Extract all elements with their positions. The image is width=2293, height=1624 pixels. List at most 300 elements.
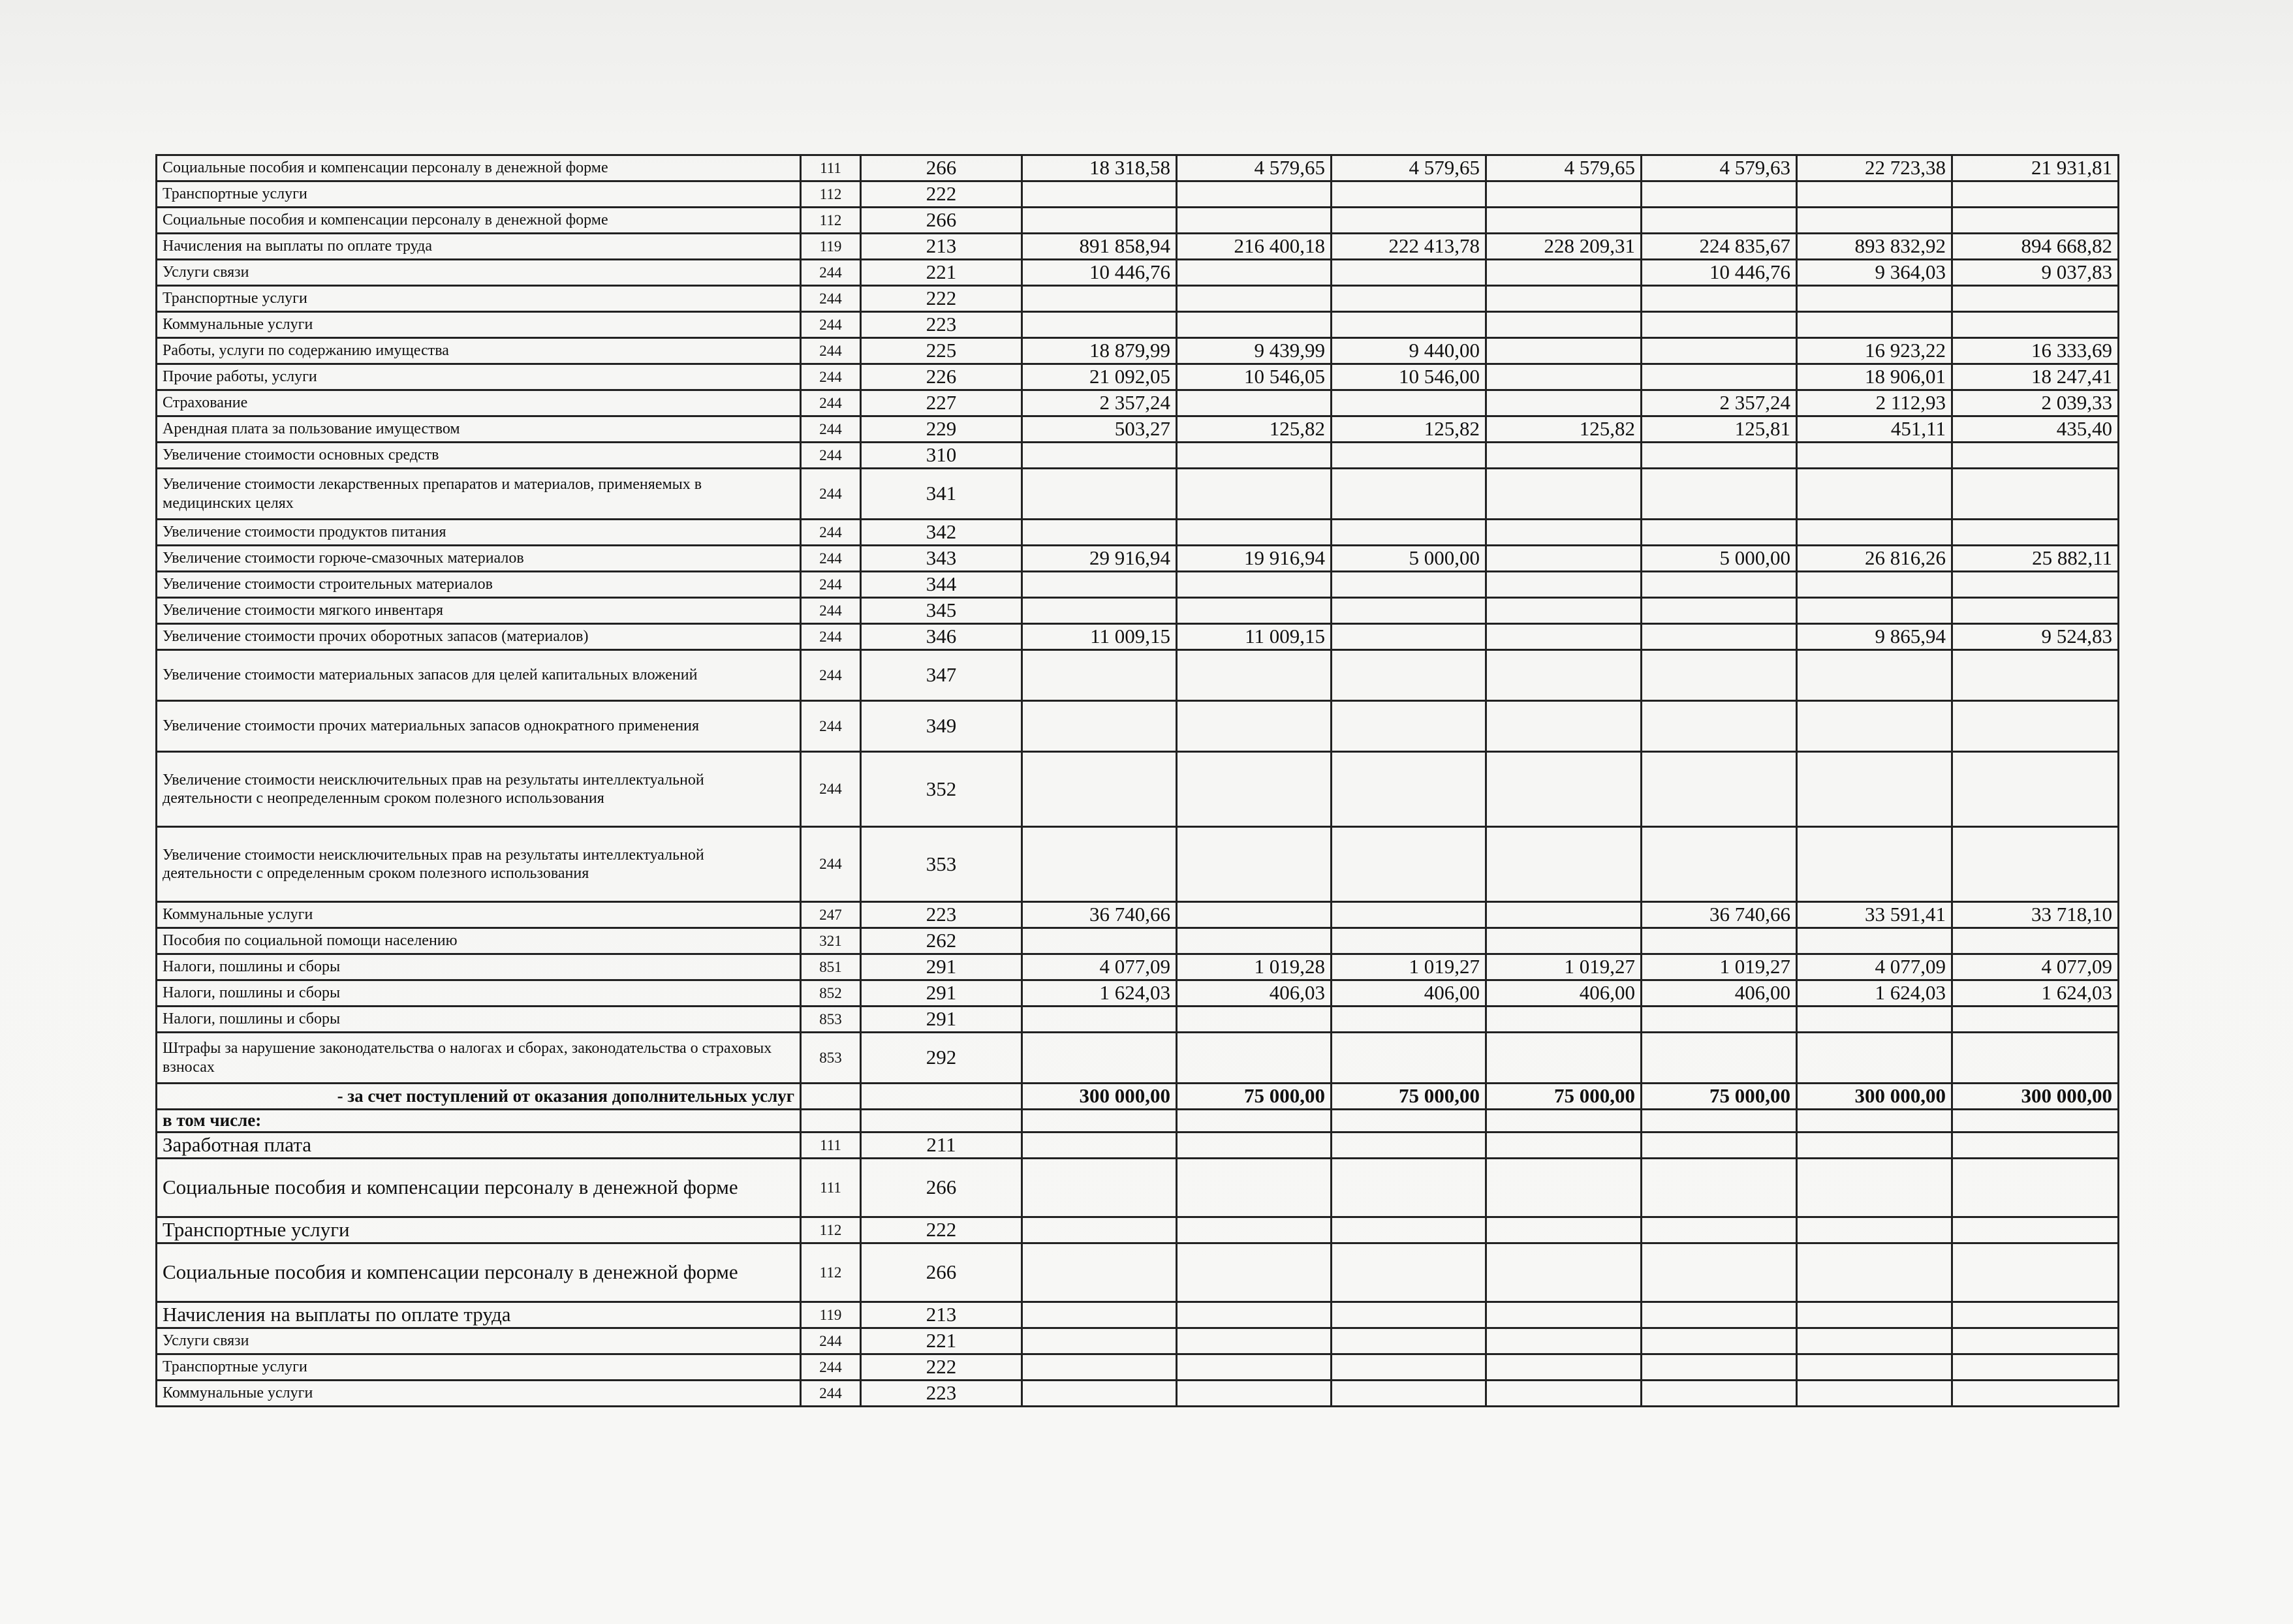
amount-cell	[1486, 181, 1642, 208]
amount-cell	[1332, 1132, 1486, 1159]
amount-cell	[1022, 650, 1177, 701]
row-name: Работы, услуги по содержанию имущества	[157, 338, 801, 364]
table-row	[157, 1159, 2119, 1217]
amount-cell	[1332, 1328, 1486, 1354]
amount-cell: 2 357,24	[1642, 390, 1797, 416]
amount-cell	[1952, 827, 2119, 902]
table-row	[157, 1007, 2119, 1033]
amount-cell: 29 916,94	[1022, 546, 1177, 572]
kvr-code: 247	[801, 902, 861, 928]
amount-cell	[1022, 1159, 1177, 1217]
amount-cell	[1642, 364, 1797, 390]
kosgu-code: 222	[861, 286, 1022, 312]
amount-cell	[1177, 1328, 1332, 1354]
amount-cell: 36 740,66	[1022, 902, 1177, 928]
amount-cell	[1332, 520, 1486, 546]
amount-cell	[1486, 1217, 1642, 1243]
amount-cell	[1486, 208, 1642, 234]
kosgu-code: 222	[861, 181, 1022, 208]
kosgu-code: 266	[861, 208, 1022, 234]
kosgu-code: 342	[861, 520, 1022, 546]
amount-cell	[1022, 598, 1177, 624]
amount-cell	[1177, 1132, 1332, 1159]
kosgu-code: 213	[861, 234, 1022, 260]
amount-cell: 75 000,00	[1486, 1084, 1642, 1110]
row-name: Увеличение стоимости прочих материальных запасов однократного применения	[157, 701, 801, 752]
amount-cell: 9 865,94	[1797, 624, 1952, 650]
amount-cell: 4 077,09	[1797, 954, 1952, 980]
row-name: Пособия по социальной помощи населению	[157, 928, 801, 954]
row-name: Коммунальные услуги	[157, 902, 801, 928]
kosgu-code	[861, 1110, 1022, 1132]
amount-cell	[1642, 1217, 1797, 1243]
table-row	[157, 338, 2119, 364]
amount-cell	[1952, 1007, 2119, 1033]
amount-cell: 10 446,76	[1022, 260, 1177, 286]
kvr-code: 852	[801, 980, 861, 1007]
kvr-code: 244	[801, 650, 861, 701]
kosgu-code: 352	[861, 752, 1022, 827]
table-row	[157, 520, 2119, 546]
amount-cell	[1952, 1381, 2119, 1407]
table-row	[157, 1354, 2119, 1381]
amount-cell	[1797, 181, 1952, 208]
amount-cell: 2 357,24	[1022, 390, 1177, 416]
amount-cell	[1797, 286, 1952, 312]
amount-cell	[1952, 286, 2119, 312]
kvr-code: 244	[801, 752, 861, 827]
kosgu-code: 266	[861, 155, 1022, 181]
amount-cell	[1952, 752, 2119, 827]
amount-cell	[1022, 443, 1177, 469]
amount-cell	[1022, 752, 1177, 827]
row-name: Заработная плата	[157, 1132, 801, 1159]
amount-cell: 26 816,26	[1797, 546, 1952, 572]
amount-cell: 11 009,15	[1177, 624, 1332, 650]
table-row	[157, 390, 2119, 416]
row-name: Социальные пособия и компенсации персоналу в денежной форме	[157, 1159, 801, 1217]
amount-cell	[1177, 1302, 1332, 1328]
kosgu-code: 291	[861, 954, 1022, 980]
kosgu-code: 291	[861, 980, 1022, 1007]
row-name: Услуги связи	[157, 1328, 801, 1354]
amount-cell	[1177, 598, 1332, 624]
amount-cell	[1332, 902, 1486, 928]
row-name: Транспортные услуги	[157, 181, 801, 208]
amount-cell	[1952, 469, 2119, 520]
amount-cell	[1486, 1328, 1642, 1354]
table-row	[157, 312, 2119, 338]
amount-cell: 503,27	[1022, 416, 1177, 443]
amount-cell	[1177, 312, 1332, 338]
amount-cell	[1332, 181, 1486, 208]
amount-cell	[1177, 260, 1332, 286]
amount-cell: 1 019,27	[1642, 954, 1797, 980]
amount-cell	[1332, 443, 1486, 469]
amount-cell	[1332, 1110, 1486, 1132]
amount-cell	[1486, 546, 1642, 572]
amount-cell	[1486, 520, 1642, 546]
amount-cell	[1177, 572, 1332, 598]
amount-cell	[1177, 1243, 1332, 1302]
amount-cell	[1642, 1328, 1797, 1354]
amount-cell: 18 906,01	[1797, 364, 1952, 390]
amount-cell	[1952, 208, 2119, 234]
amount-cell	[1332, 260, 1486, 286]
table-row	[157, 1033, 2119, 1084]
amount-cell	[1177, 902, 1332, 928]
amount-cell: 4 579,63	[1642, 155, 1797, 181]
amount-cell	[1022, 286, 1177, 312]
kosgu-code: 211	[861, 1132, 1022, 1159]
amount-cell	[1177, 181, 1332, 208]
amount-cell	[1642, 572, 1797, 598]
amount-cell: 4 579,65	[1177, 155, 1332, 181]
amount-cell	[1642, 1381, 1797, 1407]
row-name: Транспортные услуги	[157, 286, 801, 312]
kosgu-code: 222	[861, 1217, 1022, 1243]
kvr-code: 244	[801, 624, 861, 650]
kvr-code: 111	[801, 155, 861, 181]
row-name: Увеличение стоимости неисключительных прав на результаты интеллектуальной деятельности с определенным сроком полезного использования	[157, 827, 801, 902]
kosgu-code: 266	[861, 1243, 1022, 1302]
amount-cell	[1332, 1007, 1486, 1033]
amount-cell	[1642, 208, 1797, 234]
amount-cell	[1486, 1110, 1642, 1132]
amount-cell: 1 019,27	[1332, 954, 1486, 980]
amount-cell	[1486, 286, 1642, 312]
kosgu-code: 221	[861, 260, 1022, 286]
amount-cell: 5 000,00	[1642, 546, 1797, 572]
kvr-code: 119	[801, 234, 861, 260]
amount-cell	[1797, 1302, 1952, 1328]
amount-cell: 4 077,09	[1952, 954, 2119, 980]
table-row	[157, 443, 2119, 469]
kosgu-code: 227	[861, 390, 1022, 416]
amount-cell	[1952, 1159, 2119, 1217]
kosgu-code: 353	[861, 827, 1022, 902]
amount-cell	[1797, 928, 1952, 954]
table-row	[157, 1328, 2119, 1354]
amount-cell	[1022, 1328, 1177, 1354]
kvr-code: 112	[801, 1217, 861, 1243]
amount-cell	[1177, 208, 1332, 234]
amount-cell	[1022, 827, 1177, 902]
row-name: Увеличение стоимости основных средств	[157, 443, 801, 469]
kvr-code: 112	[801, 181, 861, 208]
kvr-code: 244	[801, 598, 861, 624]
table-row	[157, 364, 2119, 390]
amount-cell	[1642, 1302, 1797, 1328]
amount-cell	[1486, 827, 1642, 902]
amount-cell	[1486, 1243, 1642, 1302]
amount-cell	[1642, 650, 1797, 701]
table-row	[157, 650, 2119, 701]
amount-cell: 33 591,41	[1797, 902, 1952, 928]
kvr-code: 244	[801, 1328, 861, 1354]
amount-cell	[1332, 598, 1486, 624]
amount-cell	[1022, 208, 1177, 234]
amount-cell	[1177, 701, 1332, 752]
table-row	[157, 701, 2119, 752]
amount-cell	[1486, 469, 1642, 520]
amount-cell	[1952, 1217, 2119, 1243]
amount-cell: 406,03	[1177, 980, 1332, 1007]
amount-cell	[1952, 1328, 2119, 1354]
amount-cell	[1642, 1132, 1797, 1159]
kvr-code: 244	[801, 390, 861, 416]
amount-cell: 9 439,99	[1177, 338, 1332, 364]
amount-cell: 125,81	[1642, 416, 1797, 443]
table-row	[157, 598, 2119, 624]
amount-cell: 75 000,00	[1642, 1084, 1797, 1110]
amount-cell	[1642, 1007, 1797, 1033]
amount-cell	[1177, 1110, 1332, 1132]
row-name: Штрафы за нарушение законодательства о налогах и сборах, законодательства о страховых взносах	[157, 1033, 801, 1084]
row-name: Увеличение стоимости материальных запасов для целей капитальных вложений	[157, 650, 801, 701]
amount-cell	[1642, 624, 1797, 650]
kvr-code: 321	[801, 928, 861, 954]
table-row	[157, 1302, 2119, 1328]
row-name: Транспортные услуги	[157, 1217, 801, 1243]
amount-cell: 75 000,00	[1177, 1084, 1332, 1110]
amount-cell: 2 039,33	[1952, 390, 2119, 416]
amount-cell	[1022, 701, 1177, 752]
amount-cell	[1797, 752, 1952, 827]
table-row	[157, 155, 2119, 181]
table-row	[157, 954, 2119, 980]
row-name: Услуги связи	[157, 260, 801, 286]
row-name: Арендная плата за пользование имуществом	[157, 416, 801, 443]
amount-cell	[1332, 928, 1486, 954]
row-name: - за счет поступлений от оказания дополнительных услуг	[157, 1084, 801, 1110]
amount-cell	[1022, 572, 1177, 598]
kvr-code: 111	[801, 1159, 861, 1217]
amount-cell	[1022, 1217, 1177, 1243]
amount-cell	[1952, 650, 2119, 701]
kvr-code: 244	[801, 286, 861, 312]
kosgu-code: 223	[861, 312, 1022, 338]
row-name: Налоги, пошлины и сборы	[157, 1007, 801, 1033]
table-row	[157, 902, 2119, 928]
amount-cell	[1797, 701, 1952, 752]
amount-cell	[1952, 181, 2119, 208]
table-row	[157, 1084, 2119, 1110]
amount-cell	[1486, 928, 1642, 954]
amount-cell	[1642, 469, 1797, 520]
amount-cell: 10 546,00	[1332, 364, 1486, 390]
amount-cell	[1486, 1033, 1642, 1084]
amount-cell	[1177, 1217, 1332, 1243]
table-row	[157, 1132, 2119, 1159]
amount-cell	[1486, 312, 1642, 338]
amount-cell	[1797, 443, 1952, 469]
amount-cell	[1486, 624, 1642, 650]
amount-cell	[1177, 928, 1332, 954]
kosgu-code: 229	[861, 416, 1022, 443]
amount-cell	[1797, 1007, 1952, 1033]
kosgu-code: 222	[861, 1354, 1022, 1381]
amount-cell	[1332, 208, 1486, 234]
amount-cell	[1177, 1007, 1332, 1033]
amount-cell	[1797, 650, 1952, 701]
table-row	[157, 469, 2119, 520]
amount-cell	[1642, 443, 1797, 469]
amount-cell	[1177, 1033, 1332, 1084]
kvr-code: 244	[801, 1354, 861, 1381]
row-name: Увеличение стоимости прочих оборотных запасов (материалов)	[157, 624, 801, 650]
amount-cell	[1022, 1007, 1177, 1033]
amount-cell	[1797, 1243, 1952, 1302]
kosgu-code: 347	[861, 650, 1022, 701]
amount-cell: 1 019,28	[1177, 954, 1332, 980]
kvr-code: 244	[801, 312, 861, 338]
amount-cell	[1332, 312, 1486, 338]
amount-cell	[1486, 364, 1642, 390]
amount-cell	[1797, 1110, 1952, 1132]
amount-cell	[1177, 443, 1332, 469]
table-row	[157, 1243, 2119, 1302]
amount-cell	[1952, 520, 2119, 546]
table-row	[157, 1110, 2119, 1132]
amount-cell	[1332, 1381, 1486, 1407]
budget-table	[155, 154, 2119, 1407]
kosgu-code: 341	[861, 469, 1022, 520]
amount-cell	[1332, 1033, 1486, 1084]
amount-cell	[1486, 443, 1642, 469]
amount-cell	[1486, 650, 1642, 701]
amount-cell	[1642, 701, 1797, 752]
kosgu-code: 344	[861, 572, 1022, 598]
amount-cell	[1022, 1110, 1177, 1132]
row-name: Социальные пособия и компенсации персоналу в денежной форме	[157, 155, 801, 181]
amount-cell	[1022, 1302, 1177, 1328]
amount-cell: 216 400,18	[1177, 234, 1332, 260]
kosgu-code: 223	[861, 902, 1022, 928]
kosgu-code: 343	[861, 546, 1022, 572]
amount-cell: 9 440,00	[1332, 338, 1486, 364]
amount-cell	[1797, 1217, 1952, 1243]
kvr-code: 244	[801, 520, 861, 546]
amount-cell	[1177, 286, 1332, 312]
amount-cell	[1642, 928, 1797, 954]
amount-cell	[1797, 1381, 1952, 1407]
amount-cell: 9 364,03	[1797, 260, 1952, 286]
amount-cell	[1486, 902, 1642, 928]
amount-cell	[1797, 1033, 1952, 1084]
amount-cell: 18 879,99	[1022, 338, 1177, 364]
amount-cell	[1642, 1354, 1797, 1381]
kosgu-code: 349	[861, 701, 1022, 752]
amount-cell: 9 037,83	[1952, 260, 2119, 286]
amount-cell: 1 624,03	[1952, 980, 2119, 1007]
amount-cell	[1642, 1033, 1797, 1084]
kvr-code: 112	[801, 1243, 861, 1302]
table-row	[157, 546, 2119, 572]
amount-cell: 21 092,05	[1022, 364, 1177, 390]
row-name: Социальные пособия и компенсации персоналу в денежной форме	[157, 208, 801, 234]
amount-cell: 125,82	[1332, 416, 1486, 443]
amount-cell	[1797, 827, 1952, 902]
amount-cell: 406,00	[1642, 980, 1797, 1007]
amount-cell: 300 000,00	[1952, 1084, 2119, 1110]
kvr-code: 244	[801, 338, 861, 364]
kvr-code: 112	[801, 208, 861, 234]
amount-cell	[1797, 208, 1952, 234]
amount-cell	[1022, 312, 1177, 338]
amount-cell	[1022, 928, 1177, 954]
amount-cell	[1797, 469, 1952, 520]
amount-cell	[1022, 1243, 1177, 1302]
amount-cell	[1332, 827, 1486, 902]
row-name: Страхование	[157, 390, 801, 416]
kosgu-code: 262	[861, 928, 1022, 954]
amount-cell	[1486, 752, 1642, 827]
amount-cell: 4 077,09	[1022, 954, 1177, 980]
row-name: Налоги, пошлины и сборы	[157, 980, 801, 1007]
kvr-code: 244	[801, 546, 861, 572]
amount-cell: 2 112,93	[1797, 390, 1952, 416]
amount-cell	[1332, 1243, 1486, 1302]
amount-cell	[1486, 598, 1642, 624]
kosgu-code: 221	[861, 1328, 1022, 1354]
amount-cell: 16 333,69	[1952, 338, 2119, 364]
amount-cell: 893 832,92	[1797, 234, 1952, 260]
kosgu-code: 225	[861, 338, 1022, 364]
amount-cell: 406,00	[1332, 980, 1486, 1007]
kvr-code	[801, 1084, 861, 1110]
budget-table-body	[157, 155, 2119, 1407]
amount-cell	[1642, 1110, 1797, 1132]
table-row	[157, 181, 2119, 208]
amount-cell	[1952, 1243, 2119, 1302]
amount-cell: 25 882,11	[1952, 546, 2119, 572]
amount-cell	[1177, 1381, 1332, 1407]
amount-cell	[1332, 1302, 1486, 1328]
amount-cell: 1 624,03	[1022, 980, 1177, 1007]
amount-cell	[1332, 1159, 1486, 1217]
row-name: в том числе:	[157, 1110, 801, 1132]
amount-cell: 1 019,27	[1486, 954, 1642, 980]
kosgu-code: 292	[861, 1033, 1022, 1084]
amount-cell	[1642, 752, 1797, 827]
amount-cell	[1177, 520, 1332, 546]
table-row	[157, 1381, 2119, 1407]
amount-cell	[1642, 598, 1797, 624]
table-row	[157, 260, 2119, 286]
amount-cell	[1642, 312, 1797, 338]
amount-cell: 10 446,76	[1642, 260, 1797, 286]
amount-cell	[1952, 443, 2119, 469]
amount-cell	[1642, 181, 1797, 208]
amount-cell: 1 624,03	[1797, 980, 1952, 1007]
row-name: Увеличение стоимости горюче-смазочных материалов	[157, 546, 801, 572]
amount-cell: 4 579,65	[1486, 155, 1642, 181]
amount-cell	[1486, 1381, 1642, 1407]
amount-cell	[1332, 701, 1486, 752]
amount-cell	[1486, 1007, 1642, 1033]
amount-cell: 18 247,41	[1952, 364, 2119, 390]
amount-cell	[1797, 598, 1952, 624]
amount-cell	[1797, 520, 1952, 546]
amount-cell: 21 931,81	[1952, 155, 2119, 181]
row-name: Увеличение стоимости неисключительных прав на результаты интеллектуальной деятельности с неопределенным сроком полезного использования	[157, 752, 801, 827]
kvr-code: 851	[801, 954, 861, 980]
kvr-code: 244	[801, 416, 861, 443]
kosgu-code: 310	[861, 443, 1022, 469]
kvr-code: 244	[801, 572, 861, 598]
amount-cell	[1332, 286, 1486, 312]
